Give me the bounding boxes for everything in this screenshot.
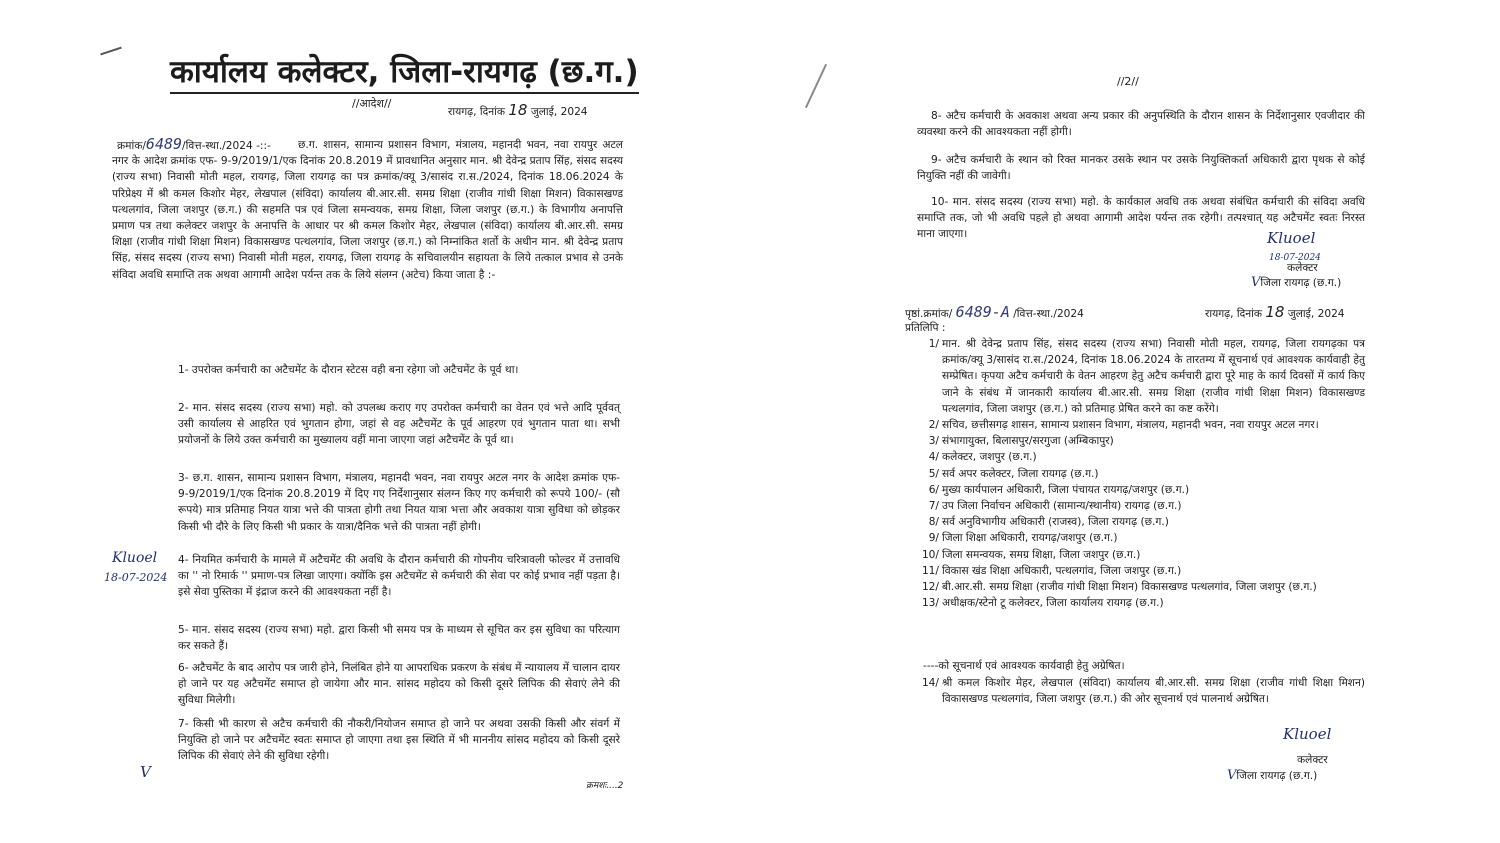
copy-item [913, 433, 1365, 449]
copy-number: 6/ [928, 483, 939, 496]
margin-initials: Kluoel [112, 550, 158, 566]
signature-1-office [1251, 275, 1341, 291]
copy-item [913, 466, 1365, 482]
copy-item [913, 547, 1365, 563]
ref-prefix: क्रमांक/ [117, 140, 146, 152]
date-prefix: रायगढ़, दिनांक [448, 106, 506, 118]
copy-item [913, 579, 1365, 595]
signature-2-tick: V [1227, 768, 1237, 783]
endorse-date-rest: जुलाई, 2024 [1287, 308, 1345, 320]
copy-text: मुख्य कार्यपालन अधिकारी, जिला पंचायत रायगढ़/जशपुर (छ.ग.) [942, 483, 1190, 496]
order-page-1 [104, 40, 639, 800]
clause-6: 6- अटैचमेंट के बाद आरोप पत्र जारी होने, निलंबित होने या आपराधिक प्रकरण के संबंध में न्यायालय में चालान दायर हो जाने पर यह अटैचमेंट समाप्त हो जायेगा और मान. सांसद महोदय को किसी दूसरे लिपिक की सेवाएं लेने की सुविधा मिलेगी। [178, 662, 620, 707]
margin-tick-mark: V [140, 763, 151, 781]
copy-text: संभागायुक्त, बिलासपुर/सरगुजा (अम्बिकापुर) [942, 435, 1114, 448]
margin-date: 18-07-2024 [104, 571, 168, 584]
clause-7: 7- किसी भी कारण से अटैच कर्मचारी की नौकरी/नियोजन समाप्त हो जाने पर अथवा उसकी किसी और संवर्ग में नियुक्ति हो जाने पर अटैचमेंट स्वतः समाप्त हो जाएगा तथा इस स्थिति में भी माननीय सांसद महोदय को किसी दूसरे लिपिक की सेवाएं लेने की सुविधा रहेगी। [178, 718, 620, 763]
signature-2-office [1227, 768, 1317, 784]
clause-9: 9- अटैच कर्मचारी के स्थान को रिक्त मानकर उसके स्थान पर उसके नियुक्तिकर्ता अधिकारी द्वारा पृथक से कोई नियुक्ति नहीं की जावेगी। [917, 154, 1365, 183]
copy-text: बी.आर.सी. समग्र शिक्षा (राजीव गांधी शिक्षा मिशन) विकासखण्ड पत्थलगांव, जिला जशपुर (छ.ग.) [942, 581, 1317, 594]
copy-number: 14/ [921, 677, 939, 689]
ref-suffix: /वित्त-स्था./2024 -::- [182, 140, 271, 152]
copy-number: 3/ [928, 435, 939, 448]
clause-10: 10- मान. संसद सदस्य (राज्य सभा) महो. के कार्यकाल अवधि तक अथवा संबंधित कर्मचारी की संविदा अवधि समाप्ति तक, जो भी अवधि पहले हो अथवा आगामी आदेश पर्यन्त तक रहेगी। तत्पश्चात् यह अटैचमेंट स्वतः निरस्त माना जाएगा। [917, 196, 1365, 241]
signature-2-initials: Kluoel [1283, 725, 1332, 743]
copy-text: अधीक्षक/स्टेनो टू कलेक्टर, जिला कार्यालय रायगढ़ (छ.ग.) [942, 597, 1164, 610]
copy-text: जिला शिक्षा अधिकारी, रायगढ़/जशपुर (छ.ग.) [942, 532, 1118, 545]
copy-text: उप जिला निर्वाचन अधिकारी (सामान्य/स्थानीय) रायगढ़ (छ.ग.) [942, 500, 1182, 513]
signature-1-tick: V [1251, 275, 1261, 290]
endorse-prefix: पृष्ठां.क्रमांक/ [905, 308, 953, 320]
clause-2: 2- मान. संसद सदस्य (राज्य सभा) महो. को उपलब्ध कराए गए उपरोक्त कर्मचारी का वेतन एवं भत्ते आदि पूर्ववत् उसी कार्यालय से आहरित एवं भुगतान होगा, जहां से वह अटैचमेंट के पूर्व आहरण एवं भुगतान पाता था। सभी प्रयोजनों के लिये उक्त कर्मचारी का मुख्यालय वहीं माना जाएगा जहां अटैचमेंट के पूर्व था। [178, 402, 620, 447]
copy-text: श्री कमल किशोर मेहर, लेखपाल (संविदा) कार्यालय बी.आर.सी. समग्र शिक्षा (राजीव गांधी शिक्षा मिशन) विकासखण्ड पत्थलगांव, जिला जशपुर (छ.ग.) की ओर सूचनार्थ एवं पालनार्थ अग्रेषित। [942, 677, 1365, 706]
preamble-paragraph: छ.ग. शासन, सामान्य प्रशासन विभाग, मंत्रालय, महानदी भवन, नवा रायपुर अटल नगर के आदेश क्रमांक एफ- 9-9/2019/1/एक दिनांक 20.8.2019 में प्रावधानित अनुसार मान. श्री देवेन्द्र प्रताप सिंह, संसद सदस्य (राज्य सभा) निवासी मोती महल, रायगढ़, जिला रायगढ़ का पत्र क्रमांक/क्यू 3/सासंद रा.स./2024, दिनांक 18.06.2024 के परिप्रेक्ष्य में श्री कमल किशोर मेहर, लेखपाल (संविदा) कार्यालय बी.आर.सी. समग्र शिक्षा (राजीव गांधी शिक्षा मिशन) विकासखण्ड पत्थलगांव, जिला जशपुर (छ.ग.) की सहमति पत्र एवं जिला समन्वयक, समग्र शिक्षा, जिला जशपुर (छ.ग.) के विभागीय अनापत्ति प्रमाण पत्र तथा कलेक्टर जशपुर के अनापत्ति के आधार पर श्री कमल किशोर मेहर, लेखपाल (संविदा) कार्यालय बी.आर.सी. समग्र शिक्षा (राजीव गांधी शिक्षा मिशन) विकासखण्ड पत्थलगांव, जिला जशपुर (छ.ग.) को निम्नांकित शर्तो के अधीन मान. श्री देवेन्द्र प्रताप सिंह, संसद सदस्य (राज्य सभा) निवासी मोती महल, रायगढ़, जिला रायगढ़ के सचिवालयीन सहायता के लिये तत्काल प्रभाव से उनके संविदा अवधि समाप्ति तक अथवा आगामी आदेश पर्यन्त तक के लिये संलग्न (अटेच) किया जाता है :- [112, 139, 623, 281]
continue-note: क्रमशः....2 [586, 781, 624, 791]
copy-text: सर्व अनुविभागीय अधिकारी (राजस्व), जिला रायगढ़ (छ.ग.) [942, 516, 1169, 529]
copy-number: 12/ [921, 581, 939, 594]
page-marker: //2// [1117, 75, 1139, 88]
copy-item [913, 417, 1365, 433]
order-label: //आदेश// [352, 97, 392, 110]
copy-item [913, 530, 1365, 546]
copy-number: 9/ [928, 532, 939, 545]
clause-8: 8- अटैच कर्मचारी के अवकाश अथवा अन्य प्रकार की अनुपस्थिति के दौरान शासन के निर्देशानुसार एवजीदार की व्यवस्था करने की आवश्यकता नहीं होगी। [917, 110, 1365, 139]
signature-1-initials: Kluoel [1267, 229, 1316, 247]
signature-1-title: कलेक्टर [1287, 262, 1318, 274]
copy-text: जिला समन्वयक, समग्र शिक्षा, जिला जशपुर (छ.ग.) [942, 548, 1141, 561]
endorse-number: 6489-A [955, 303, 1010, 321]
copy-item [913, 595, 1365, 611]
copy-number: 11/ [921, 564, 939, 577]
endorse-day: 18 [1265, 303, 1285, 321]
copy-number: 1/ [928, 338, 939, 350]
copy-item [913, 482, 1365, 498]
order-page-2 [905, 70, 1375, 800]
signature-2-office-text: जिला रायगढ़ (छ.ग.) [1236, 770, 1318, 782]
copy-text: विकास खंड शिक्षा अधिकारी, पत्थलगांव, जिला जशपुर (छ.ग.) [942, 564, 1182, 577]
clause-5: 5- मान. संसद सदस्य (राज्य सभा) महो. द्वारा किसी भी समय पत्र के माध्यम से सूचित कर इस सुविधा का परित्याग कर सकते हैं। [178, 624, 620, 653]
copy-item [913, 514, 1365, 530]
date-day: 18 [508, 101, 528, 119]
copy-14 [913, 675, 1365, 707]
copy-text: सर्व अपर कलेक्टर, जिला रायगढ़ (छ.ग.) [942, 467, 1099, 480]
copy-item [913, 336, 1365, 417]
clause-4: 4- नियमित कर्मचारी के मामले में अटैचमेंट की अवधि के दौरान कर्मचारी की गोपनीय चरित्रावली फोल्डर में उत्तावधि का '' नो रिमार्क '' प्रमाण-पत्र लिखा जाएगा। क्योंकि इस अटैचमेंट से कर्मचारी की सेवा पर कोई प्रभाव नहीं पड़ता है। इसे सेवा पुस्तिका में इंद्राज करने की आवश्यकता नहीं है। [178, 554, 620, 599]
office-title: कार्यालय कलेक्टर, जिला-रायगढ़ (छ.ग.) [170, 54, 639, 94]
endorse-date-prefix: रायगढ़, दिनांक [1205, 308, 1263, 320]
order-date [448, 102, 588, 120]
copy-number: 5/ [928, 467, 939, 480]
clause-3: 3- छ.ग. शासन, सामान्य प्रशासन विभाग, मंत्रालय, महानदी भवन, नवा रायपुर अटल नगर के आदेश क्रमांक एफ- 9-9/2019/1/एक दिनांक 20.8.2019 में दिए गए निर्देशानुसार संलग्न किए गए कर्मचारी को रूपये 100/- (सौ रूपये) मात्र प्रतिमाह नियत यात्रा भत्ते की पात्रता होगी तथा नियत यात्रा भत्ता और अवकाश यात्रा सुविधा को छोड़कर किसी भी दौरे के लिए किसी भी प्रकार के यात्रा/दैनिक भत्ते की पात्रता नहीं होगी। [178, 472, 620, 533]
copy-label: प्रतिलिपि : [905, 322, 946, 334]
endorsement-date [1205, 304, 1345, 322]
forward-note: ----को सूचनार्थ एवं आवश्यक कार्यवाही हेतु अग्रेषित। [923, 660, 1125, 672]
clause-1: 1- उपरोक्त कर्मचारी का अटैचमेंट के दौरान स्टेटस वही बना रहेगा जो अटैचमेंट के पूर्व था। [178, 364, 519, 376]
endorse-suffix: /वित्त-स्था./2024 [1013, 308, 1084, 320]
copy-number: 2/ [928, 419, 939, 432]
copy-item [913, 449, 1365, 465]
copy-item [913, 563, 1365, 579]
copy-number: 10/ [921, 548, 939, 561]
signature-1-date: 18-07-2024 [1269, 253, 1321, 263]
pen-mark [805, 64, 827, 108]
date-rest: जुलाई, 2024 [530, 106, 588, 118]
copy-number: 13/ [921, 597, 939, 610]
ref-number: 6489 [145, 135, 183, 153]
copy-text: मान. श्री देवेन्द्र प्रताप सिंह, संसद सदस्य (राज्य सभा) निवासी मोती महल, रायगढ़, जिला रायगढ़का पत्र क्रमांक/क्यू 3/सासंद रा.स./2024, दिनांक 18.06.2024 के तारतम्य में सूचनार्थ एवं आवश्यक कार्यवाही हेतु सम्प्रेषित। कृपया अटैच कर्मचारी के वेतन आहरण हेतु अटैच कर्मचारी द्वारा पूरे माह के कार्य दिवसों में कार्य किए जाने के संबंध में जानकारी कार्यालय बी.आर.सी. समग्र शिक्षा (राजीव गांधी शिक्षा मिशन) विकासखण्ड पत्थलगांव, जिला जशपुर (छ.ग.) को प्रतिमाह प्रेषित करने का कष्ट करेंगे। [942, 338, 1365, 415]
copy-list [913, 336, 1365, 611]
copy-number: 7/ [928, 500, 939, 513]
copy-item [913, 498, 1365, 514]
copy-number: 4/ [928, 451, 939, 464]
copy-number: 8/ [928, 516, 939, 529]
copy-text: कलेक्टर, जशपुर (छ.ग.) [942, 451, 1037, 464]
signature-2-title: कलेक्टर [1297, 754, 1328, 766]
copy-text: सचिव, छत्तीसगढ़ शासन, सामान्य प्रशासन विभाग, मंत्रालय, महानदी भवन, नवा रायपुर अटल नगर। [942, 419, 1319, 432]
signature-1-office-text: जिला रायगढ़ (छ.ग.) [1260, 277, 1342, 289]
